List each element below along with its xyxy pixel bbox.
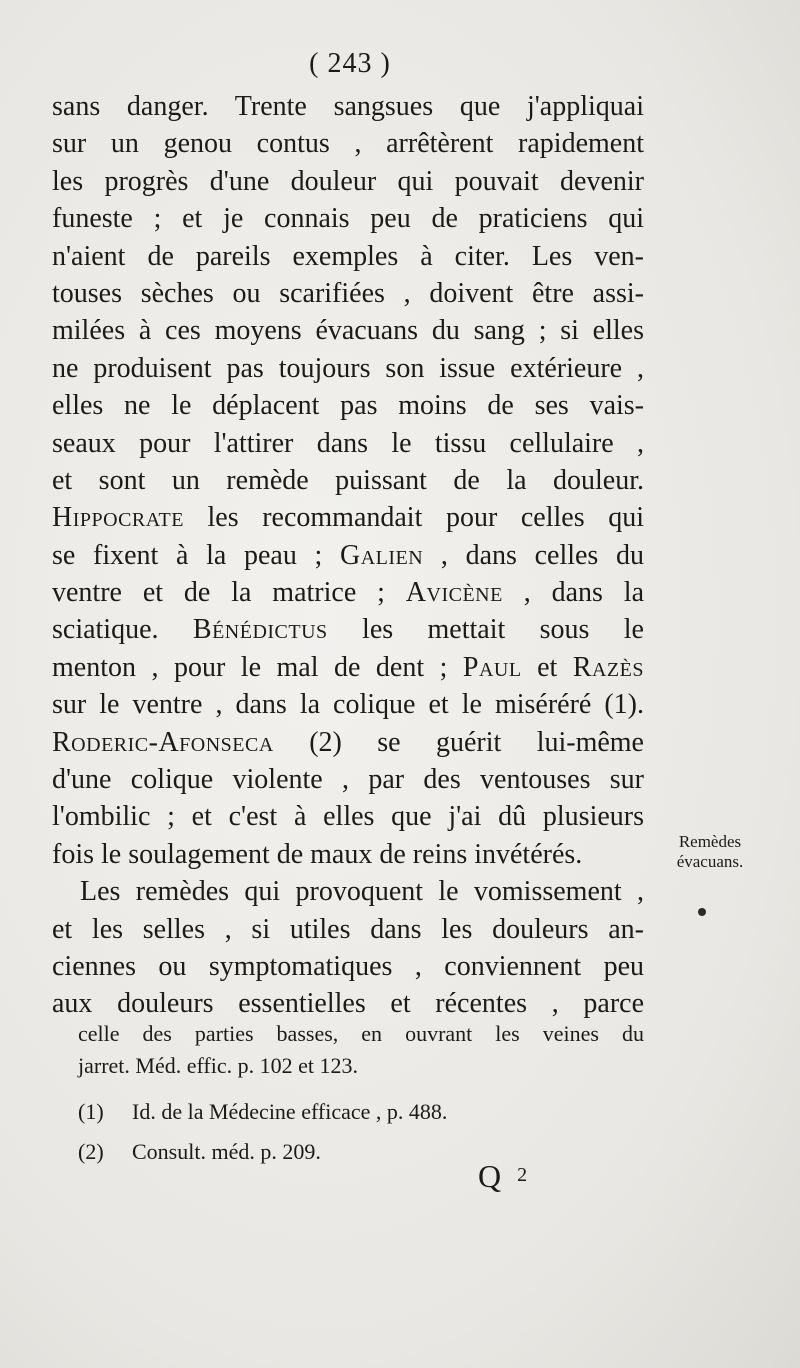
text-segment: , dans la	[502, 577, 645, 609]
text-segment: (2) se guérit lui-même	[273, 726, 644, 758]
text-line: ne produisent pas toujours son issue extérieure ,	[52, 352, 644, 384]
text-line: elles ne le déplacent pas moins de ses vais-	[52, 390, 644, 422]
text-segment: , dans celles du	[423, 539, 645, 571]
text-line: et sont un remède puissant de la douleur.	[52, 464, 644, 496]
text-segment: les mettait sous le	[327, 614, 644, 646]
text-line: fois le soulagement de maux de reins invétérés.	[52, 838, 583, 870]
text-line: milées à ces moyens évacuans du sang ; si elles	[52, 315, 644, 347]
text-line: touses sèches ou scarifiées , doivent être assi-	[52, 277, 644, 309]
text-segment: sciatique.	[52, 614, 193, 646]
text-line: funeste ; et je connais peu de praticiens qui	[52, 203, 644, 235]
ink-dot	[698, 908, 706, 916]
text-segment: menton , pour le mal de dent ;	[52, 651, 463, 683]
text-line: seaux pour l'attirer dans le tissu cellulaire ,	[52, 427, 644, 459]
text-line	[52, 649, 644, 686]
footnote-number: (2)	[78, 1139, 104, 1164]
author-name: Bénédictus	[192, 614, 328, 646]
text-line	[52, 574, 644, 611]
text-line	[52, 611, 644, 648]
signature-mark	[478, 1158, 531, 1195]
text-line: n'aient de pareils exemples à citer. Les ven-	[52, 240, 644, 272]
text-line	[52, 537, 644, 574]
text-segment: les recommandait pour celles qui	[183, 502, 644, 534]
signature-number: 2	[517, 1164, 532, 1186]
text-segment: se fixent à la peau ;	[52, 539, 341, 571]
author-name: Avicène	[405, 577, 503, 609]
margin-note-line: évacuans.	[676, 852, 744, 871]
author-name: Galien	[340, 539, 424, 571]
main-text	[52, 88, 644, 1023]
footnote-continuation: jarret. Méd. effic. p. 102 et 123.	[78, 1053, 359, 1078]
text-line: les progrès d'une douleur qui pouvait devenir	[52, 165, 644, 197]
text-line	[52, 724, 644, 761]
text-line: sur le ventre , dans la colique et le miséréré (1).	[52, 689, 644, 721]
footnote-continuation: celle des parties basses, en ouvrant les veines du	[78, 1021, 644, 1046]
footnote-text: Id. de la Médecine efficace , p. 488.	[132, 1099, 448, 1124]
footnote-text: Consult. méd. p. 209.	[132, 1139, 321, 1164]
signature-letter: Q	[478, 1158, 506, 1194]
margin-note	[650, 832, 770, 872]
text-line	[52, 499, 644, 536]
footnote-number: (1)	[78, 1099, 104, 1124]
text-segment: et	[521, 651, 573, 683]
author-name: Razès	[572, 651, 644, 683]
text-line: d'une colique violente , par des ventouses sur	[52, 764, 644, 796]
author-name: Hippocrate	[52, 502, 184, 534]
text-line: et les selles , si utiles dans les douleurs an-	[52, 913, 644, 945]
author-name: Paul	[462, 651, 522, 683]
text-line: sur un genou contus , arrêtèrent rapidement	[52, 128, 644, 160]
text-segment: ventre et de la matrice ;	[52, 577, 406, 609]
footnote	[78, 1132, 644, 1172]
text-line: Les remèdes qui provoquent le vomissement ,	[80, 876, 644, 908]
margin-note-line: Remèdes	[678, 832, 742, 851]
footnotes	[78, 1018, 644, 1172]
text-line: l'ombilic ; et c'est à elles que j'ai dû plusieurs	[52, 801, 644, 833]
author-name: Roderic-Afonseca	[52, 726, 274, 758]
text-line: ciennes ou symptomatiques , conviennent peu	[52, 950, 644, 982]
text-line: sans danger. Trente sangsues que j'appliquai	[52, 91, 644, 122]
footnote	[78, 1092, 644, 1132]
text-line: aux douleurs essentielles et récentes , parce	[52, 988, 644, 1020]
page-number: ( 243 )	[309, 48, 391, 79]
